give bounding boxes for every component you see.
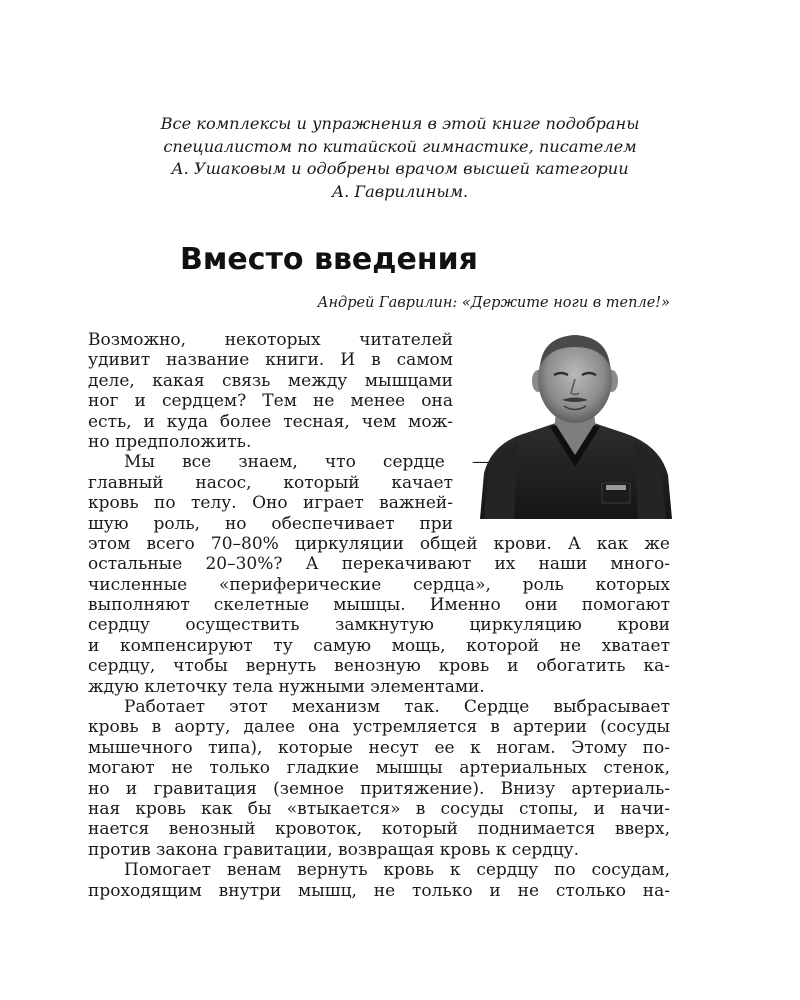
text-line: ног и сердцем? Тем не менее она	[88, 391, 453, 412]
text-line: Работает этот механизм так. Сердце выбрасывает	[124, 697, 670, 718]
text-line: численные «периферические сердца», роль которых	[88, 574, 670, 595]
text-line: сердцу, чтобы вернуть венозную кровь и обогатить ка-	[88, 656, 670, 677]
text-line: могают не только гладкие мышцы артериальных стенок,	[88, 758, 670, 779]
epigraph-line: специалистом по китайской гимнастике, писателем	[163, 136, 637, 156]
chapter-subtitle: Андрей Гаврилин: «Держите ноги в тепле!»	[317, 295, 670, 311]
text-line: остальные 20–30%? А перекачивают их наши много-	[88, 554, 670, 575]
text-line: кровь в аорту, далее она устремляется в артерии (сосуды	[88, 717, 670, 738]
text-line: и компенсируют ту самую мощь, которой не хватает	[88, 635, 670, 656]
text-line: удивит название книги. И в самом	[88, 350, 453, 371]
text-line: но предположить.	[88, 431, 252, 452]
epigraph-line: Все комплексы и упражнения в этой книге подобраны	[160, 114, 640, 133]
text-line: нается венозный кровоток, который поднимается вверх,	[88, 819, 670, 840]
text-line: главный насос, который качает	[88, 472, 453, 493]
text-line: этом всего 70–80% циркуляции общей крови. А как же	[88, 533, 670, 554]
text-line: мышечного типа), которые несут ее к ногам. Этому по-	[88, 737, 670, 758]
text-line: ждую клеточку тела нужными элементами.	[88, 676, 485, 697]
text-line: но и гравитация (земное притяжение). Внизу артериаль-	[88, 778, 670, 799]
body-text	[88, 330, 670, 901]
epigraph	[90, 113, 710, 203]
text-line: против закона гравитации, возвращая кровь к сердцу.	[88, 839, 580, 860]
text-line: Мы все знаем, что сердце —	[124, 452, 489, 473]
text-line: Возможно, некоторых читателей	[88, 330, 453, 350]
text-line: деле, какая связь между мышцами	[88, 370, 453, 391]
text-line: выполняют скелетные мышцы. Именно они помогают	[88, 595, 670, 616]
text-line: проходящим внутри мышц, не только и не столько на-	[88, 880, 670, 901]
text-line: шую роль, но обеспечивает при	[88, 513, 453, 534]
epigraph-line: А. Гаврилиным.	[331, 181, 469, 201]
chapter-title: Вместо введения	[180, 242, 478, 277]
text-line: ная кровь как бы «втыкается» в сосуды стопы, и начи-	[88, 798, 670, 819]
text-line: кровь по телу. Оно играет важней-	[88, 493, 453, 514]
epigraph-line: А. Ушаковым и одобрены врачом высшей категории	[171, 159, 629, 178]
text-line: сердцу осуществить замкнутую циркуляцию крови	[88, 615, 670, 636]
text-line: Помогает венам вернуть кровь к сердцу по сосудам,	[124, 860, 670, 881]
text-line: есть, и куда более тесная, чем мож-	[88, 411, 453, 432]
